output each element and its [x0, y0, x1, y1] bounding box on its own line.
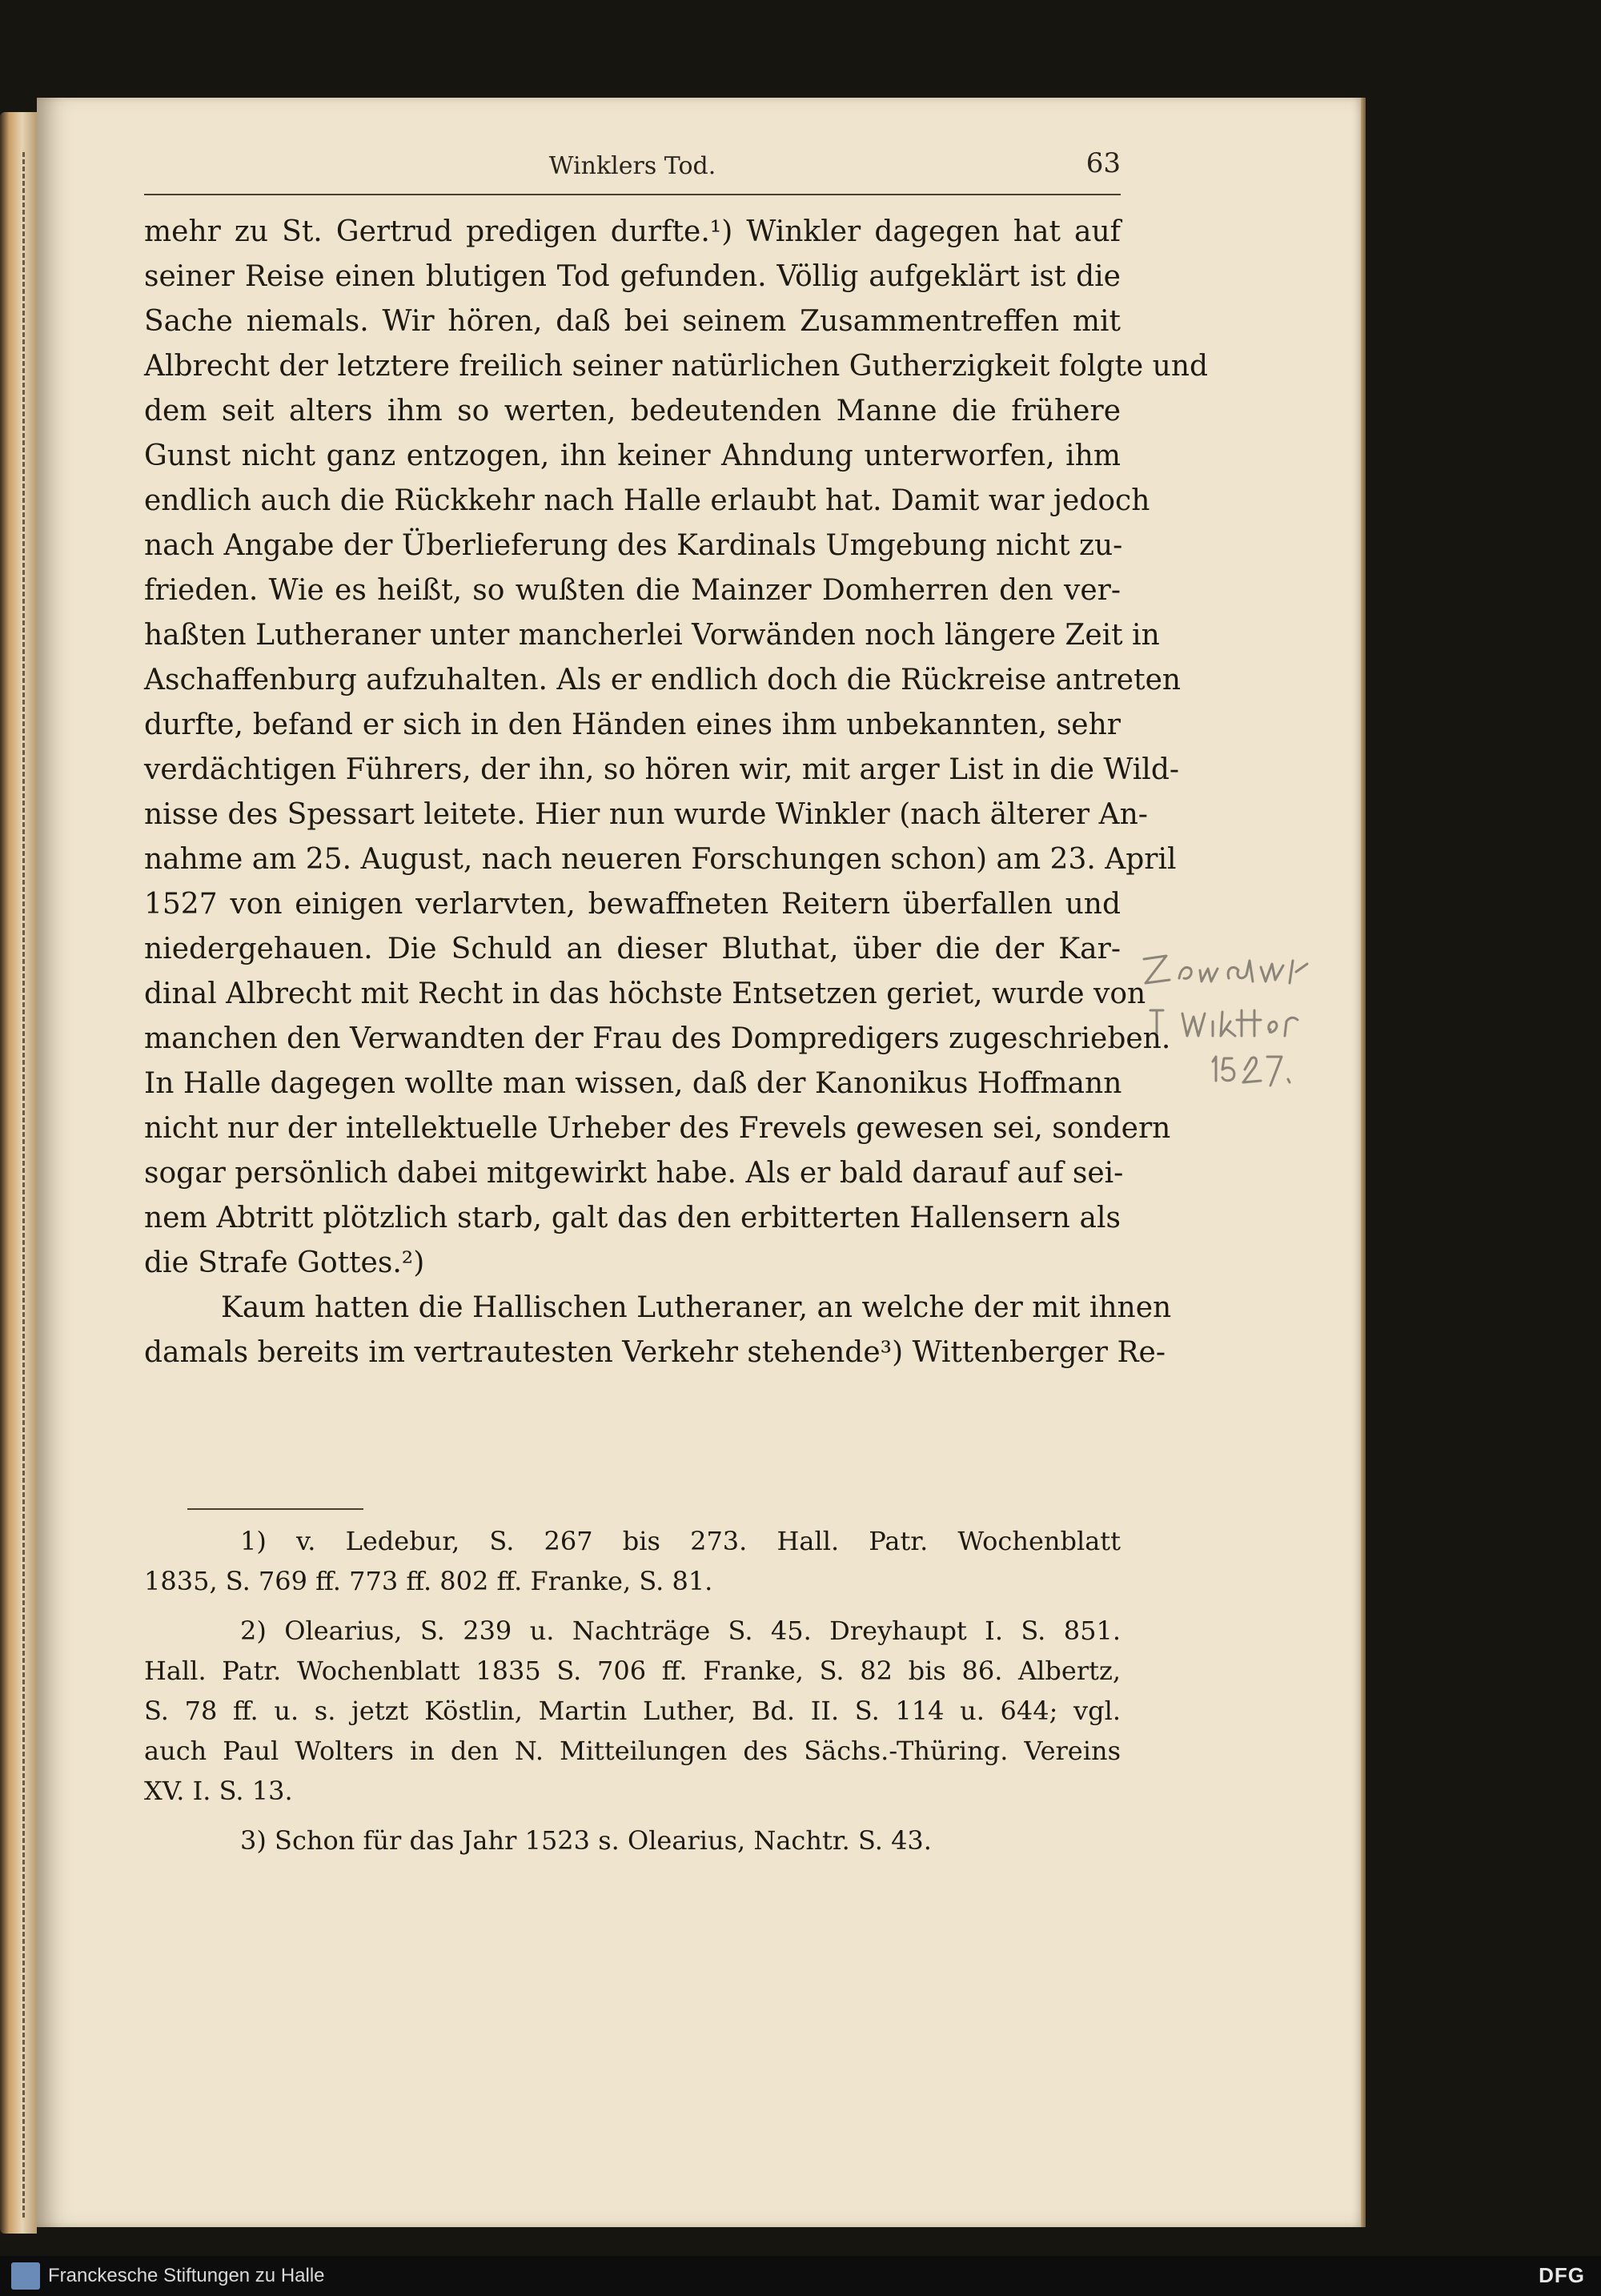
footnote-3 [144, 1820, 1121, 1860]
text-line: seiner Reise einen blutigen Tod gefunden. Völlig aufgeklärt ist die [144, 260, 1121, 293]
text-line: nicht nur der intellektuelle Urheber des Frevels gewesen sei, sondern [144, 1112, 1171, 1145]
pencil-annotation-icon [1133, 937, 1341, 1105]
text-line: die Strafe Gottes.²) [144, 1246, 425, 1279]
footnotes [144, 1521, 1121, 1870]
text-line: damals bereits im vertrautesten Verkehr stehende³) Wittenberger Re- [144, 1336, 1166, 1369]
footnote-line: 1) v. Ledebur, S. 267 bis 273. Hall. Patr. Wochenblatt [240, 1526, 1121, 1556]
institution-name: Franckesche Stiftungen zu Halle [48, 2265, 325, 2286]
text-line: haßten Lutheraner unter mancherlei Vorwänden noch längere Zeit in [144, 619, 1160, 652]
text-line: nem Abtritt plötzlich starb, galt das den erbitterten Hallensern als [144, 1202, 1121, 1234]
footnote-line: XV. I. S. 13. [144, 1776, 293, 1806]
text-line: Gunst nicht ganz entzogen, ihn keiner Ahndung unterworfen, ihm [144, 440, 1121, 472]
text-line: nisse des Spessart leitete. Hier nun wurde Winkler (nach älterer An- [144, 798, 1148, 831]
page-number: 63 [1085, 147, 1121, 179]
text-line: nach Angabe der Überlieferung des Kardinals Umgebung nicht zu- [144, 529, 1123, 562]
main-text [144, 210, 1209, 1375]
footnote-line: S. 78 ff. u. s. jetzt Köstlin, Martin Luther, Bd. II. S. 114 u. 644; vgl. [144, 1696, 1121, 1726]
footnote-line: Hall. Patr. Wochenblatt 1835 S. 706 ff. Franke, S. 82 bis 86. Albertz, [144, 1656, 1121, 1686]
footnote-1 [144, 1521, 1121, 1601]
footnote-line: 1835, S. 769 ff. 773 ff. 802 ff. Franke, S. 81. [144, 1566, 713, 1596]
text-line: endlich auch die Rückkehr nach Halle erlaubt hat. Damit war jedoch [144, 484, 1150, 517]
text-line: durfte, befand er sich in den Händen eines ihm unbekannten, sehr [144, 708, 1121, 741]
text-line: Sache niemals. Wir hören, daß bei seinem Zusammentreffen mit [144, 305, 1121, 338]
text-line: 1527 von einigen verlarvten, bewaffneten Reitern überfallen und [144, 888, 1121, 921]
text-line: dinal Albrecht mit Recht in das höchste Entsetzen geriet, wurde von [144, 977, 1146, 1010]
footnote-2 [144, 1611, 1121, 1811]
text-line: dem seit alters ihm so werten, bedeutenden Manne die frühere [144, 395, 1121, 427]
text-line: manchen den Verwandten der Frau des Dompredigers zugeschrieben. [144, 1022, 1171, 1055]
running-head: Winklers Tod. [548, 152, 716, 180]
footnote-line: 3) Schon für das Jahr 1523 s. Olearius, Nachtr. S. 43. [240, 1825, 932, 1856]
footnote-line: 2) Olearius, S. 239 u. Nachträge S. 45. Dreyhaupt I. S. 851. [240, 1616, 1121, 1646]
text-line: verdächtigen Führers, der ihn, so hören wir, mit arger List in die Wild- [144, 753, 1180, 786]
page-header [144, 147, 1121, 195]
dfg-logo: DFG [1539, 2263, 1585, 2287]
text-line: sogar persönlich dabei mitgewirkt habe. Als er bald darauf auf sei- [144, 1157, 1124, 1190]
footnote-line: auch Paul Wolters in den N. Mitteilungen des Sächs.-Thüring. Vereins [144, 1736, 1121, 1766]
text-line: nahme am 25. August, nach neueren Forschungen schon) am 23. April [144, 843, 1177, 876]
text-line: Albrecht der letztere freilich seiner natürlichen Gutherzigkeit folgte und [144, 350, 1209, 383]
institution-logo-icon [11, 2262, 40, 2290]
text-line: In Halle dagegen wollte man wissen, daß der Kanonikus Hoffmann [144, 1067, 1122, 1100]
text-line: niedergehauen. Die Schuld an dieser Bluthat, über die der Kar- [144, 933, 1121, 965]
footnote-rule [187, 1508, 363, 1510]
text-line: mehr zu St. Gertrud predigen durfte.¹) Winkler dagegen hat auf [144, 215, 1121, 248]
text-line: frieden. Wie es heißt, so wußten die Mainzer Domherren den ver- [144, 574, 1121, 607]
footer-bar [0, 2256, 1601, 2296]
text-line: Aschaffenburg aufzuhalten. Als er endlich doch die Rückreise antreten [144, 664, 1182, 696]
page-edge [1361, 98, 1366, 2227]
text-line: Kaum hatten die Hallischen Lutheraner, an welche der mit ihnen [221, 1291, 1172, 1324]
